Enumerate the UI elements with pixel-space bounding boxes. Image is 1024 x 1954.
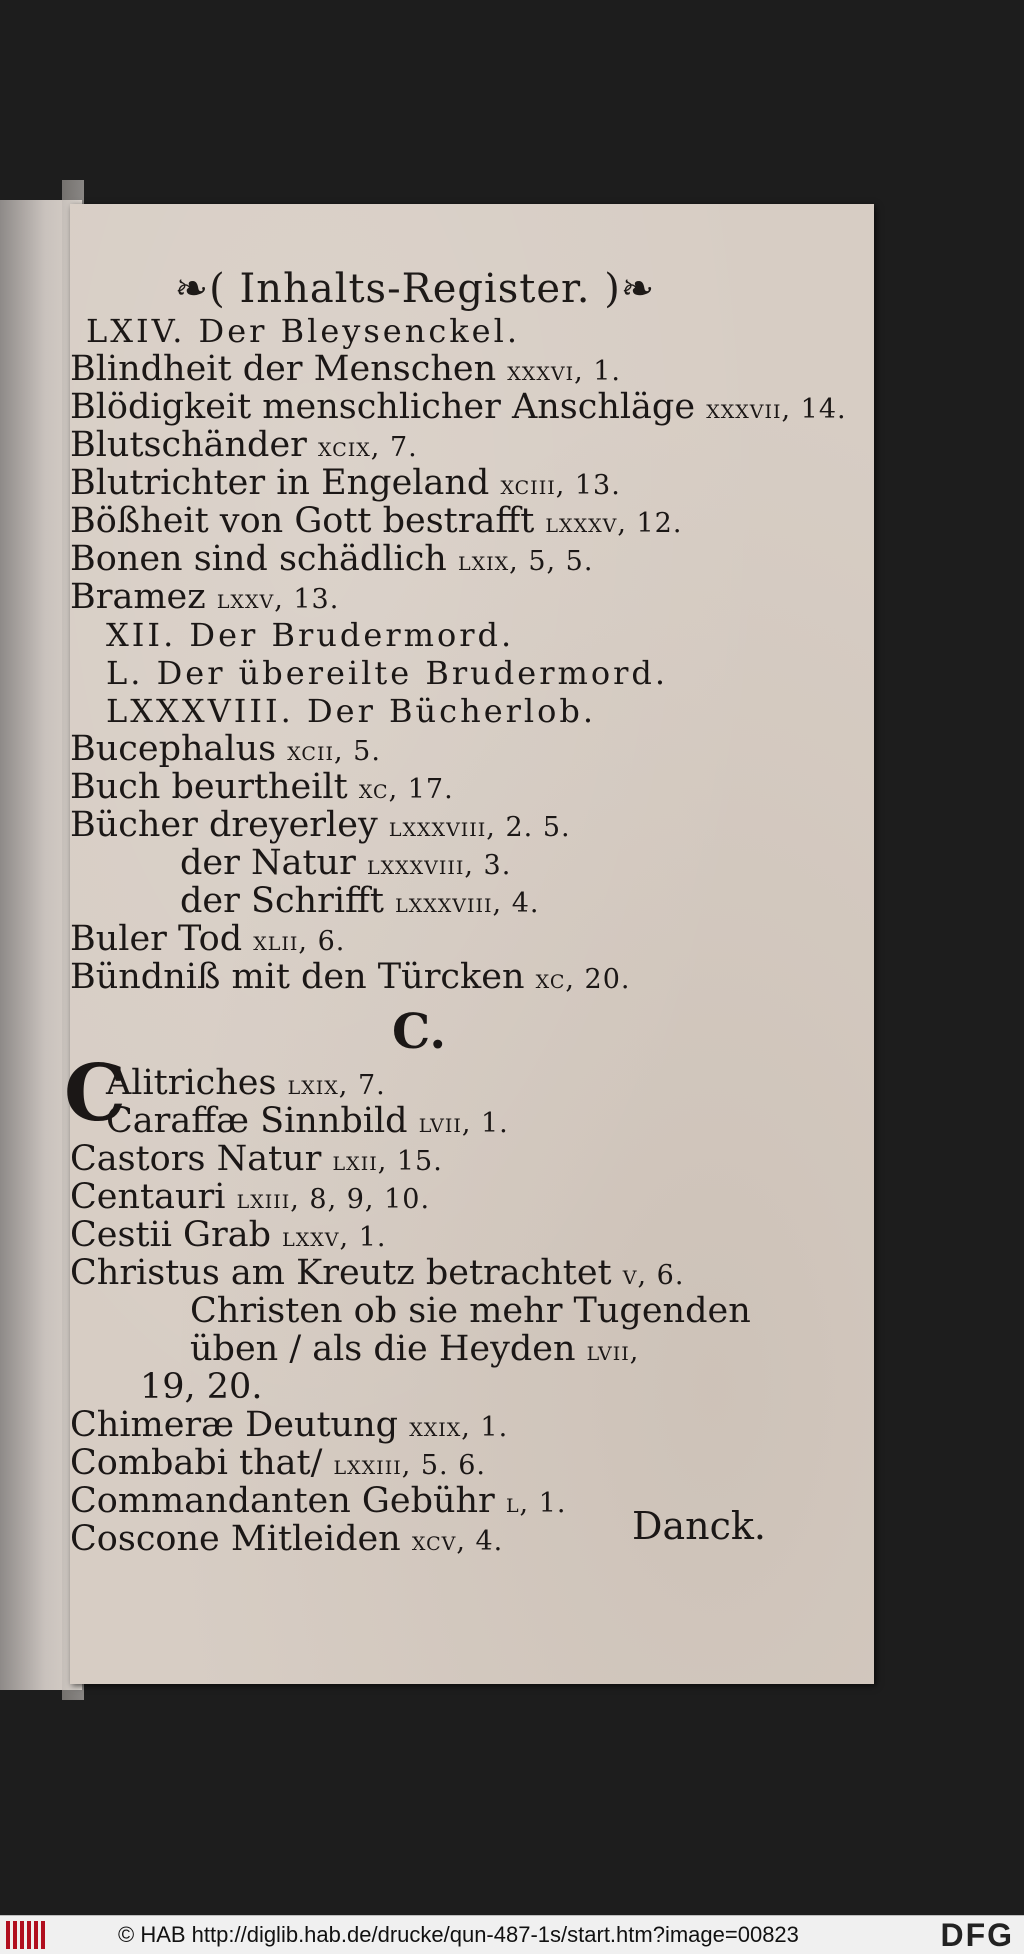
index-entry: Blutschänder xcix, 7. <box>70 425 418 465</box>
index-entry: Chimeræ Deutung xxix, 1. <box>70 1405 509 1445</box>
index-entry: Combabi that/ lxxiii, 5. 6. <box>70 1443 486 1483</box>
ornament-left-icon: ❧( <box>174 266 226 312</box>
index-entry: Coscone Mitleiden xcv, 4. <box>70 1519 504 1559</box>
header-title: Inhalts-Register. <box>239 266 591 312</box>
index-entry: Bößheit von Gott bestrafft lxxxv, 12. <box>70 501 683 541</box>
ornament-right-icon: )❧ <box>604 266 656 312</box>
index-entry: Centauri lxiii, 8, 9, 10. <box>70 1177 431 1217</box>
index-entry: Cestii Grab lxxv, 1. <box>70 1215 387 1255</box>
section-heading: LXIV. Der Bleysenckel. <box>86 312 520 350</box>
index-subentry: der Natur lxxxviii, 3. <box>180 843 512 883</box>
index-entry: Blindheit der Menschen xxxvi, 1. <box>70 349 621 389</box>
index-entry: Buler Tod xlii, 6. <box>70 919 346 959</box>
catchword: Danck. <box>632 1504 766 1548</box>
dfg-logo: DFG <box>940 1917 1014 1953</box>
index-entry: Bücher dreyerley lxxxviii, 2. 5. <box>70 805 571 845</box>
index-subentry: der Schrifft lxxxviii, 4. <box>180 881 540 921</box>
index-entry: Bonen sind schädlich lxix, 5, 5. <box>70 539 594 579</box>
section-heading: LXXXVIII. Der Bücherlob. <box>106 692 597 730</box>
index-entry-continuation: Christen ob sie mehr Tugenden üben / als die Heyden lvii, <box>190 1291 751 1369</box>
index-entry: Caraffæ Sinnbild lvii, 1. <box>106 1101 509 1141</box>
index-entry: Blutrichter in Engeland xciii, 13. <box>70 463 621 503</box>
footer-bar <box>0 1915 1024 1954</box>
index-entry: Christus am Kreutz betrachtet v, 6. <box>70 1253 685 1293</box>
index-entry: Bucephalus xcii, 5. <box>70 729 381 769</box>
index-entry-continuation: 19, 20. <box>140 1367 263 1407</box>
page-header <box>70 266 760 312</box>
index-entry: Bündniß mit den Türcken xc, 20. <box>70 957 631 997</box>
index-entry: Alitriches lxix, 7. <box>106 1063 386 1103</box>
index-entry: Castors Natur lxii, 15. <box>70 1139 443 1179</box>
hab-logo-icon <box>6 1921 48 1949</box>
index-entry: Bramez lxxv, 13. <box>70 577 340 617</box>
index-entry: Buch beurtheilt xc, 17. <box>70 767 454 807</box>
section-heading: L. Der übereilte Brudermord. <box>106 654 669 692</box>
book-page <box>64 204 874 1684</box>
copyright-link[interactable]: © HAB http://diglib.hab.de/drucke/qun-487-1s/start.htm?image=00823 <box>118 1922 799 1947</box>
index-entry: Commandanten Gebühr l, 1. <box>70 1481 567 1521</box>
letter-heading: C. <box>392 1004 447 1060</box>
section-heading: XII. Der Brudermord. <box>106 616 515 654</box>
index-entry: Blödigkeit menschlicher Anschläge xxxvii, 14. <box>70 387 847 427</box>
drop-cap: C <box>64 1048 127 1139</box>
